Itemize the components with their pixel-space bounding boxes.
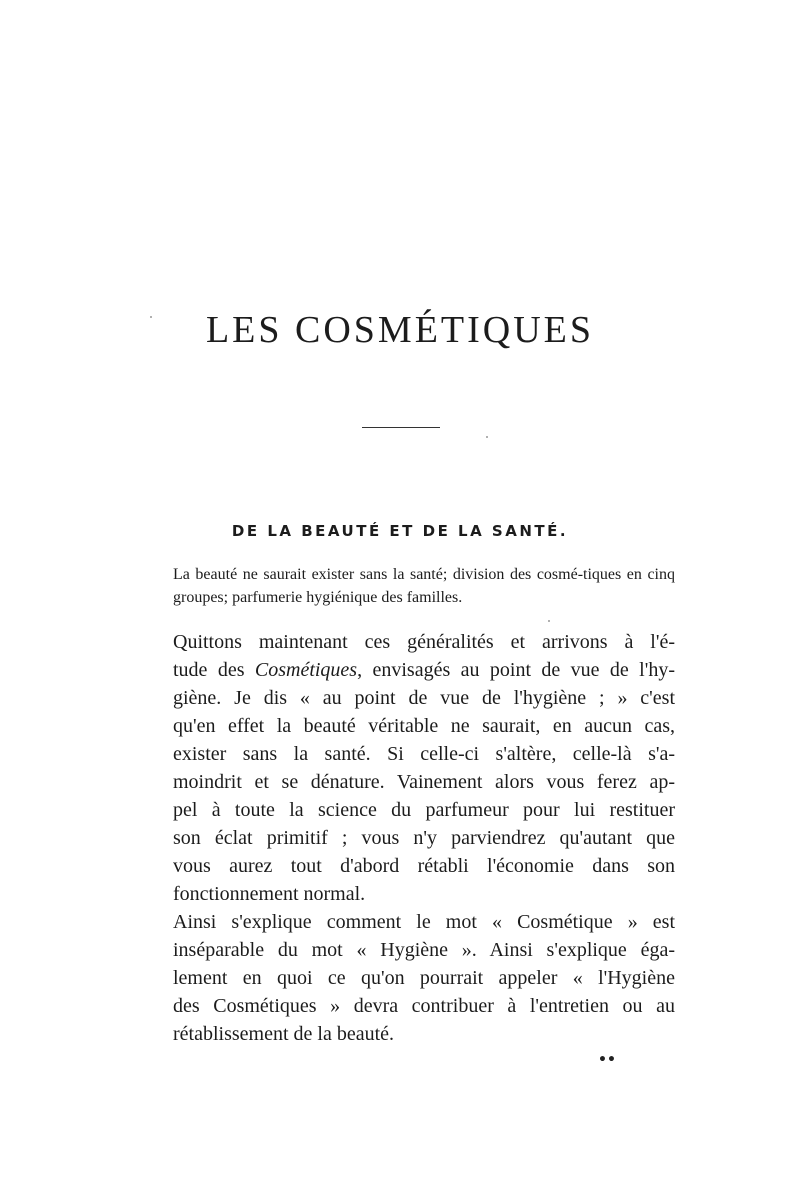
chapter-summary: La beauté ne saurait exister sans la santé; division des cosmé-tiques en cinq groupes; parfumerie hygiénique des familles. — [173, 566, 675, 606]
section-heading: DE LA BEAUTÉ ET DE LA SANTÉ. — [231, 522, 569, 540]
paper-speck — [548, 620, 550, 622]
page-title: LES COSMÉTIQUES — [205, 309, 595, 351]
text-line: son éclat primitif ; vous n'y parviendrez qu'autant que — [173, 827, 675, 849]
paper-speck — [486, 436, 488, 438]
paragraph-1 — [173, 628, 675, 908]
body-text — [173, 628, 675, 1048]
text-line: rétablissement de la beauté. — [173, 1023, 395, 1045]
text-line: moindrit et se dénature. Vainement alors vous ferez ap- — [173, 771, 675, 793]
printer-mark: •• — [598, 1052, 616, 1068]
text-line: qu'en effet la beauté véritable ne saurait, en aucun cas, — [173, 715, 675, 737]
italic-term: Cosmétiques — [254, 659, 358, 681]
text-line: tude des Cosmétiques, envisagés au point de vue de l'hy- — [173, 659, 675, 681]
text-line: exister sans la santé. Si celle-ci s'altère, celle-là s'a- — [173, 743, 675, 765]
text-line: Quittons maintenant ces généralités et arrivons à l'é- — [173, 631, 675, 653]
text-line: des Cosmétiques » devra contribuer à l'entretien ou au — [173, 995, 675, 1017]
paper-speck — [150, 316, 152, 318]
text-line: pel à toute la science du parfumeur pour lui restituer — [173, 799, 675, 821]
title-divider — [362, 427, 440, 428]
paragraph-2 — [173, 908, 675, 1048]
text-line: Ainsi s'explique comment le mot « Cosmétique » est — [173, 911, 675, 933]
text-line: lement en quoi ce qu'on pourrait appeler « l'Hygiène — [173, 967, 675, 989]
text-line: giène. Je dis « au point de vue de l'hygiène ; » c'est — [173, 687, 675, 709]
text-line: vous aurez tout d'abord rétabli l'économie dans son — [173, 855, 675, 877]
text-line: fonctionnement normal. — [173, 883, 366, 905]
text-line: inséparable du mot « Hygiène ». Ainsi s'explique éga- — [173, 939, 675, 961]
